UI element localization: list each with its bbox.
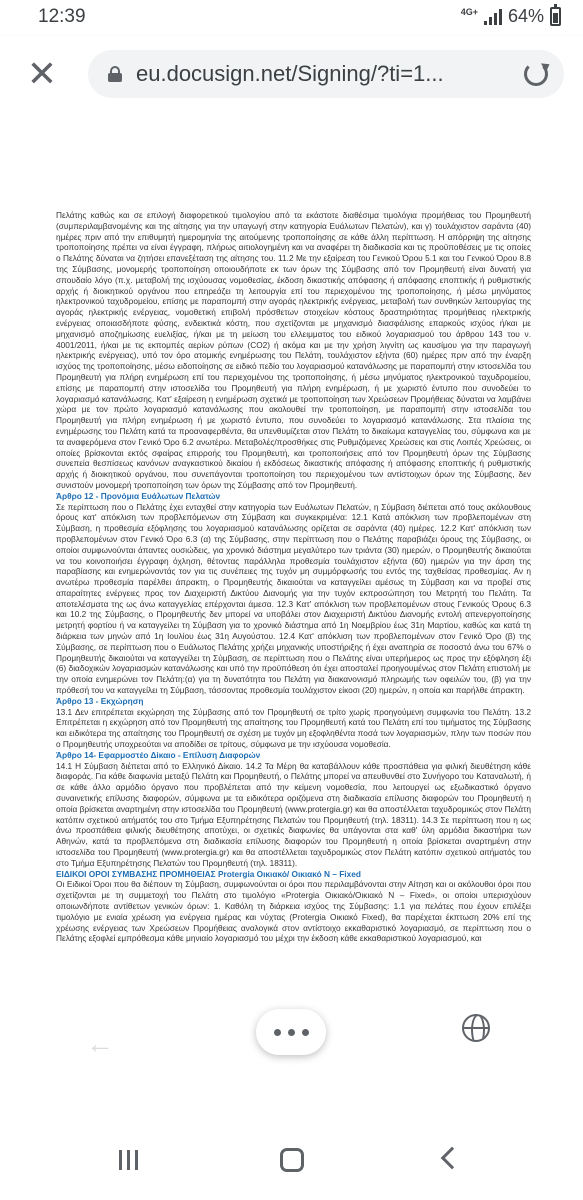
more-options-button[interactable] [256, 1009, 326, 1055]
system-nav-bar [0, 1120, 583, 1200]
back-icon[interactable] [441, 1147, 464, 1170]
doc-paragraph: Οι Ειδικοί Όροι που θα διέπουν τη Σύμβαση, συμφωνούνται οι όροι που περιλαμβάνονται στην Αίτηση και οι ακόλουθοι όροι που σχετίζονται με τη συμμετοχή του Πελάτη στο τιμολόγιο «Protergia Οικιακό/Οικιακό Ν – Fixed», οι οποίοι υπερισχύουν οποιωνδήποτε αντίθετων γενικών όρων: 1. Καθόλη τη διάρκεια ισχύος της Σύμβασης: 1.1 για πελάτες που έχουν επιλέξει τιμολόγιο με ενιαία χρέωση για ενέργεια ημέρας και νύχτας (Protergia Οικιακό Fixed), θα παρέχεται έκπτωση 20% επί της χρέωσης ενέργειας των Χρεώσεων Προμήθειας αναλογικά στον αντίστοιχο εκκαθαριστικό λογαριασμό, σε περίπτωση που ο Πελάτης εξοφλεί εμπρόθεσμα κάθε μηνιαίο λογαριασμό του μέχρι την έκδοση κάθε εκκαθαριστικού λογαριασμού, και [56, 879, 531, 944]
url-text[interactable]: eu.docusign.net/Signing/?ti=1... [136, 61, 444, 86]
lock-icon [108, 66, 122, 82]
battery-percent: 64% [507, 6, 544, 26]
reload-icon[interactable] [524, 62, 548, 86]
doc-paragraph: 14.1 Η Σύμβαση διέπεται από το Ελληνικό Δίκαιο. 14.2 Τα Μέρη θα καταβάλλουν κάθε προσπάθεια για φιλική διευθέτηση κάθε διαφοράς. Για κάθε διαφωνία μεταξύ Πελάτη και Προμηθευτή, ο Πελάτης μπορεί να απευθυνθεί στο Συνήγορο του Καταναλωτή, ή σε κάθε άλλο αρμόδιο όργανο που προβλέπεται από την κείμενη νομοθεσία, που λειτουργεί ως εξωδικαστικό όργανο συναινετικής επίλυσης διαφορών, σύμφωνα με τα ειδικότερα οριζόμενα στη διαδικασία επίλυσης διαφορών του Προμηθευτή η οποία βρίσκεται αναρτημένη στην ιστοσελίδα του Προμηθευτή (www.protergia.gr) και θα αποστέλλεται ταχυδρομικώς στον Πελάτη κατόπιν σχετικού αιτήματός του στο Τμήμα Εξυπηρέτησης Πελατών του Προμηθευτή (τηλ. 18311). 14.3 Σε περίπτωση που η ως άνω προσπάθεια φιλικής διευθέτησης αποτύχει, οι σχετικές διαφωνίες θα υπάγονται στα καθ' ύλη αρμόδια δικαστήρια των Αθηνών, κατά τα προβλεπόμενα στη διαδικασία επίλυσης διαφορών του Προμηθευτή η οποία βρίσκεται αναρτημένη στην ιστοσελίδα του Προμηθευτή (www.protergia.gr) και θα αποστέλλεται ταχυδρομικώς στον Πελάτη κατόπιν σχετικού αιτήματός του στο Τμήμα Εξυπηρέτησης Πελατών του Προμηθευτή (τηλ. 18311). [56, 760, 531, 868]
doc-paragraph: 13.1 Δεν επιτρέπεται εκχώρηση της Σύμβασης από τον Προμηθευτή σε τρίτο χωρίς προηγούμενη συμφωνία του Πελάτη. 13.2 Επιτρέπεται η εκχώρηση από τον Προμηθευτή της απαίτησης του Προμηθευτή κατά του Πελάτη επί του τιμήματος της Σύμβασης και ειδικότερα της απαίτησης του Προμηθευτή σε σχέση με τυχόν μη εξοφληθέντα ποσά των λογαριασμών, πλην των ποσών που ο Προμηθευτής υποχρεούται να αποδίδει σε τρίτους, σύμφωνα με την ισχύουσα νομοθεσία. [56, 706, 531, 750]
document-page [56, 210, 531, 944]
battery-icon [550, 7, 561, 26]
status-bar [0, 0, 583, 36]
back-arrow-icon[interactable]: ← [86, 1028, 114, 1059]
globe-icon[interactable] [462, 1014, 490, 1042]
doc-heading: Άρθρο 12 - Προνόμια Ευάλωτων Πελατών [56, 490, 221, 501]
close-icon[interactable]: ✕ [26, 53, 58, 94]
network-type: 4G+ [460, 7, 478, 17]
doc-heading: Άρθρο 13 - Εκχώρηση [56, 695, 144, 706]
home-icon[interactable] [280, 1148, 304, 1172]
doc-paragraph: Πελάτης καθώς και σε επιλογή διαφορετικού τιμολογίου από τα εκάστοτε διαθέσιμα τιμολόγια προμήθειας του Προμηθευτή (συμπεριλαμβανομένης και της αίτησης για την υπαγωγή στην κατηγορία Ευάλωτων Πελατών), και γ) τουλάχιστον σαράντα (40) ημέρες πριν από την επιθυμητή ημερομηνία της αιτούμενης τροποποίησης σε κάθε άλλη περίπτωση. Η απόρριψη της αίτησης τροποποίησης πρέπει να είναι έγγραφη, πλήρως αιτιολογημένη και να αναφέρει τη διαδικασία και τις προϋποθέσεις με τις οποίες ο Πελάτης δύναται να ζητήσει επανεξέταση της αίτησης του. 11.2 Με την εξαίρεση του Γενικού Όρου 5.1 και του Γενικού Όρου 8.8 της Σύμβασης, μονομερής τροποποίηση οποιουδήποτε εκ των όρων της Σύμβασης από τον Προμηθευτή είναι δυνατή για σπουδαίο λόγο (π.χ. μεταβολή της ισχύουσας νομοθεσίας, έκδοση δικαστικής απόφασης ή απόφασης εποπτικής ή ρυθμιστικής αρχής ή διοικητικού οργάνου που επηρεάζει τη λειτουργία επί του περιεχομένου της τροποποίησης, ή μέσω μηνύματος ηλεκτρονικού ταχυδρομείου, επίσης με παραπομπή στην αγοράς ηλεκτρικής ενέργειας, μεταβολή των συνθηκών λειτουργίας της αγοράς ηλεκτρικής ενέργειας, νομοθετική επιβολή πρόσθετων στοιχείων κόστους δραστηριότητας προμήθειας ηλεκτρικής ενέργειας οποιασδήποτε φύσης, ενδεικτικά κόστη, που σχετίζονται με μηχανισμό διασφάλισης επαρκούς ισχύος ή/και με μηχανισμό αποζημίωσης ευελιξίας, ή/και με τη μείωση του ελλειμματος του ειδικού λογαριασμού του άρθρου 143 του ν. 4001/2011, ή/και με τις εκπομπές αερίων ρύπων (CO2) ή ακόμα και με την χρήση λιγνίτη ως καυσίμου για την παραγωγή ηλεκτρικής ενέργειας), υπό τον όρο ατομικής ενημέρωσης του Πελάτη, τουλάχιστον εξήντα (60) ημέρες πριν από την έναρξη ισχύος της τροποποίησης, μέσω ειδοποίησης σε ειδικό πεδίο του λογαριασμού κατανάλωσης με παραπομπή στην ιστοσελίδα του Προμηθευτή για πλήρη ενημέρωση επί του περιεχομένου της τροποποίησης, ή μέσω μηνύματος ηλεκτρονικού ταχυδρομείου, επίσης με παραπομπή στην ιστοσελίδα του Προμηθευτή για πλήρη ενημέρωση, ή με χωριστό έντυπο που συνοδεύει το λογαριασμό κατανάλωσης. Κατ' εξαίρεση η ενημέρωση σχετικά με τροποποίηση των Χρεώσεων Προμήθειας δύναται να λαμβάνει χώρα με τον πρώτο λογαριασμό κατανάλωσης που ακολουθεί την τροποποίηση, με παραπομπή στην ιστοσελίδα του Προμηθευτή για πλήρη ενημέρωση ή με χωριστό έντυπο, που συνοδεύει το λογαριασμό κατανάλωσης. Στα πλαίσια της ενημέρωσης του Πελάτη κατά τα προαναφερθέντα, θα υπενθυμίζεται στον Πελάτη το δικαίωμα καταγγελίας του, σύμφωνα και με τα αναφερόμενα στον Γενικό Όρο 6.2 ανωτέρω. Μεταβολές/προσθήκες στις Ρυθμιζόμενες Χρεώσεις και στις Λοιπές Χρεώσεις, οι οποίες βρίσκονται εκτός σφαίρας επιρροής του Προμηθευτή, και τροποποιήσεις από τον Προμηθευτή όρων της Σύμβασης συνεπεία θεσπίσεως κανόνων αναγκαστικού δικαίου ή εκδόσεως δικαστικής απόφασης ή απόφασης εποπτικής ή ρυθμιστικής αρχής ή διοικητικού οργάνου, που συνεπάγονται τροποποίηση του περιεχομένου των αντίστοιχων όρων της Σύμβασης, δεν συνιστούν μονομερή τροποποίηση των όρων της Σύμβασης από τον Προμηθευτή. [56, 210, 531, 490]
status-time: 12:39 [38, 6, 86, 27]
doc-heading: ΕΙΔΙΚΟΙ ΟΡΟΙ ΣΥΜΒΑΣΗΣ ΠΡΟΜΗΘΕΙΑΣ Protergia Οικιακό/ Οικιακό Ν – Fixed [56, 868, 361, 879]
doc-paragraph: Σε περίπτωση που ο Πελάτης έχει ενταχθεί στην κατηγορία των Ευάλωτων Πελατών, η Σύμβαση διέπεται από τους ακόλουθους όρους κατ' απόκλιση των προβλεπόμενων στη Σύμβαση και συγκεκριμένα: 12.1 Κατά απόκλιση των προβλεπομένων στη Σύμβαση, η προθεσμία εξόφλησης του λογαριασμού κατανάλωσης ορίζεται σε σαράντα (40) ημέρες. 12.2 Κατ' απόκλιση των προβλεπομένων στον Γενικό Όρο 6.3 (α) της Σύμβασης, στην περίπτωση που ο Πελάτης παραβιάζει όρους της Σύμβασης, οι οποίοι συμφωνούνται άπαντες ουσιώδεις, για χρονικό διάστημα μεγαλύτερο των τριάντα (30) ημερών, ο Προμηθευτής δικαιούται να του κοινοποιήσει έγγραφη όχληση, θέτοντας παράλληλα προθεσμία τουλάχιστον εξήντα (60) ημερών για την άρση της παραβίασης και ενημερώνοντάς τον για τις συνέπειες της τυχόν μη συμμόρφωσής του εντός της ταχθείσας προθεσμίας. Αν η ανωτέρω προθεσμία παρέλθει άπρακτη, ο Προμηθευτής δικαιούται να καταγγείλει αμέσως τη Σύμβαση και να προβεί στις απαραίτητες ενέργειες προς τον Διαχειριστή Δικτύου Διανομής για την τυχόν εκπροσώπηση του Μετρητή του Πελάτη. Τα αποτελέσματα της ως άνω καταγγελίας επέρχονται άμεσα. 12.3 Κατ' απόκλιση των προβλεπομένων στους Γενικούς Όρους 6.3 και 10.2 της Σύμβασης, ο Προμηθευτής δεν μπορεί να υποβάλει στον Διαχειριστή Δικτύου Διανομής εντολή απενεργοποίησης μετρητή φορτίου ή να καταγγείλει τη Σύμβαση για το χρονικό διάστημα από 1η Νοεμβρίου έως 31η Μαρτίου, καθώς και κατά τη διάρκεια των μηνών από 1η Ιουλίου έως 31η Αυγούστου. 12.4 Κατ' απόκλιση των προβλεπομένων στον Γενικό Όρο (β) της Σύμβασης, σε περίπτωση που ο Ευάλωτος Πελάτης χρήζει μηχανικής υποστήριξης ή έχει αναπηρία σε ποσοστό άνω του 67% ο Προμηθευτής δικαιούται να καταγγείλει τη Σύμβαση, σε περίπτωση που ο Πελάτης είναι υπερήμερος ως προς την εξόφληση έξι (6) διαδοχικών λογαριασμών κατανάλωσης και υπό την προϋπόθεση ότι έχει αποσταλεί προηγουμένως στον Πελάτη επιστολή με την οποία ενημερώνει τον Πελάτη:(α) για τη δυνατότητα του Πελάτη για διακανονισμό πληρωμής των οφειλών του, (β) για την πρόθεσή του να καταγγείλει τη Σύμβαση, τάσσοντας προθεσμία τουλάχιστον είκοσι (20) ημερών, η οποία και παρήλθε άπρακτη. [56, 501, 531, 696]
doc-heading: Άρθρο 14- Εφαρμοστέο Δίκαιο - Επίλυση Διαφορών [56, 749, 261, 760]
dot-icon [288, 1029, 295, 1036]
dot-icon [302, 1029, 309, 1036]
dot-icon [274, 1029, 281, 1036]
document-viewer[interactable] [0, 112, 583, 1072]
status-icons [461, 6, 561, 27]
signal-icon [484, 9, 502, 25]
browser-toolbar [0, 36, 583, 112]
recents-icon[interactable] [119, 1150, 138, 1170]
url-bar[interactable] [88, 50, 564, 98]
